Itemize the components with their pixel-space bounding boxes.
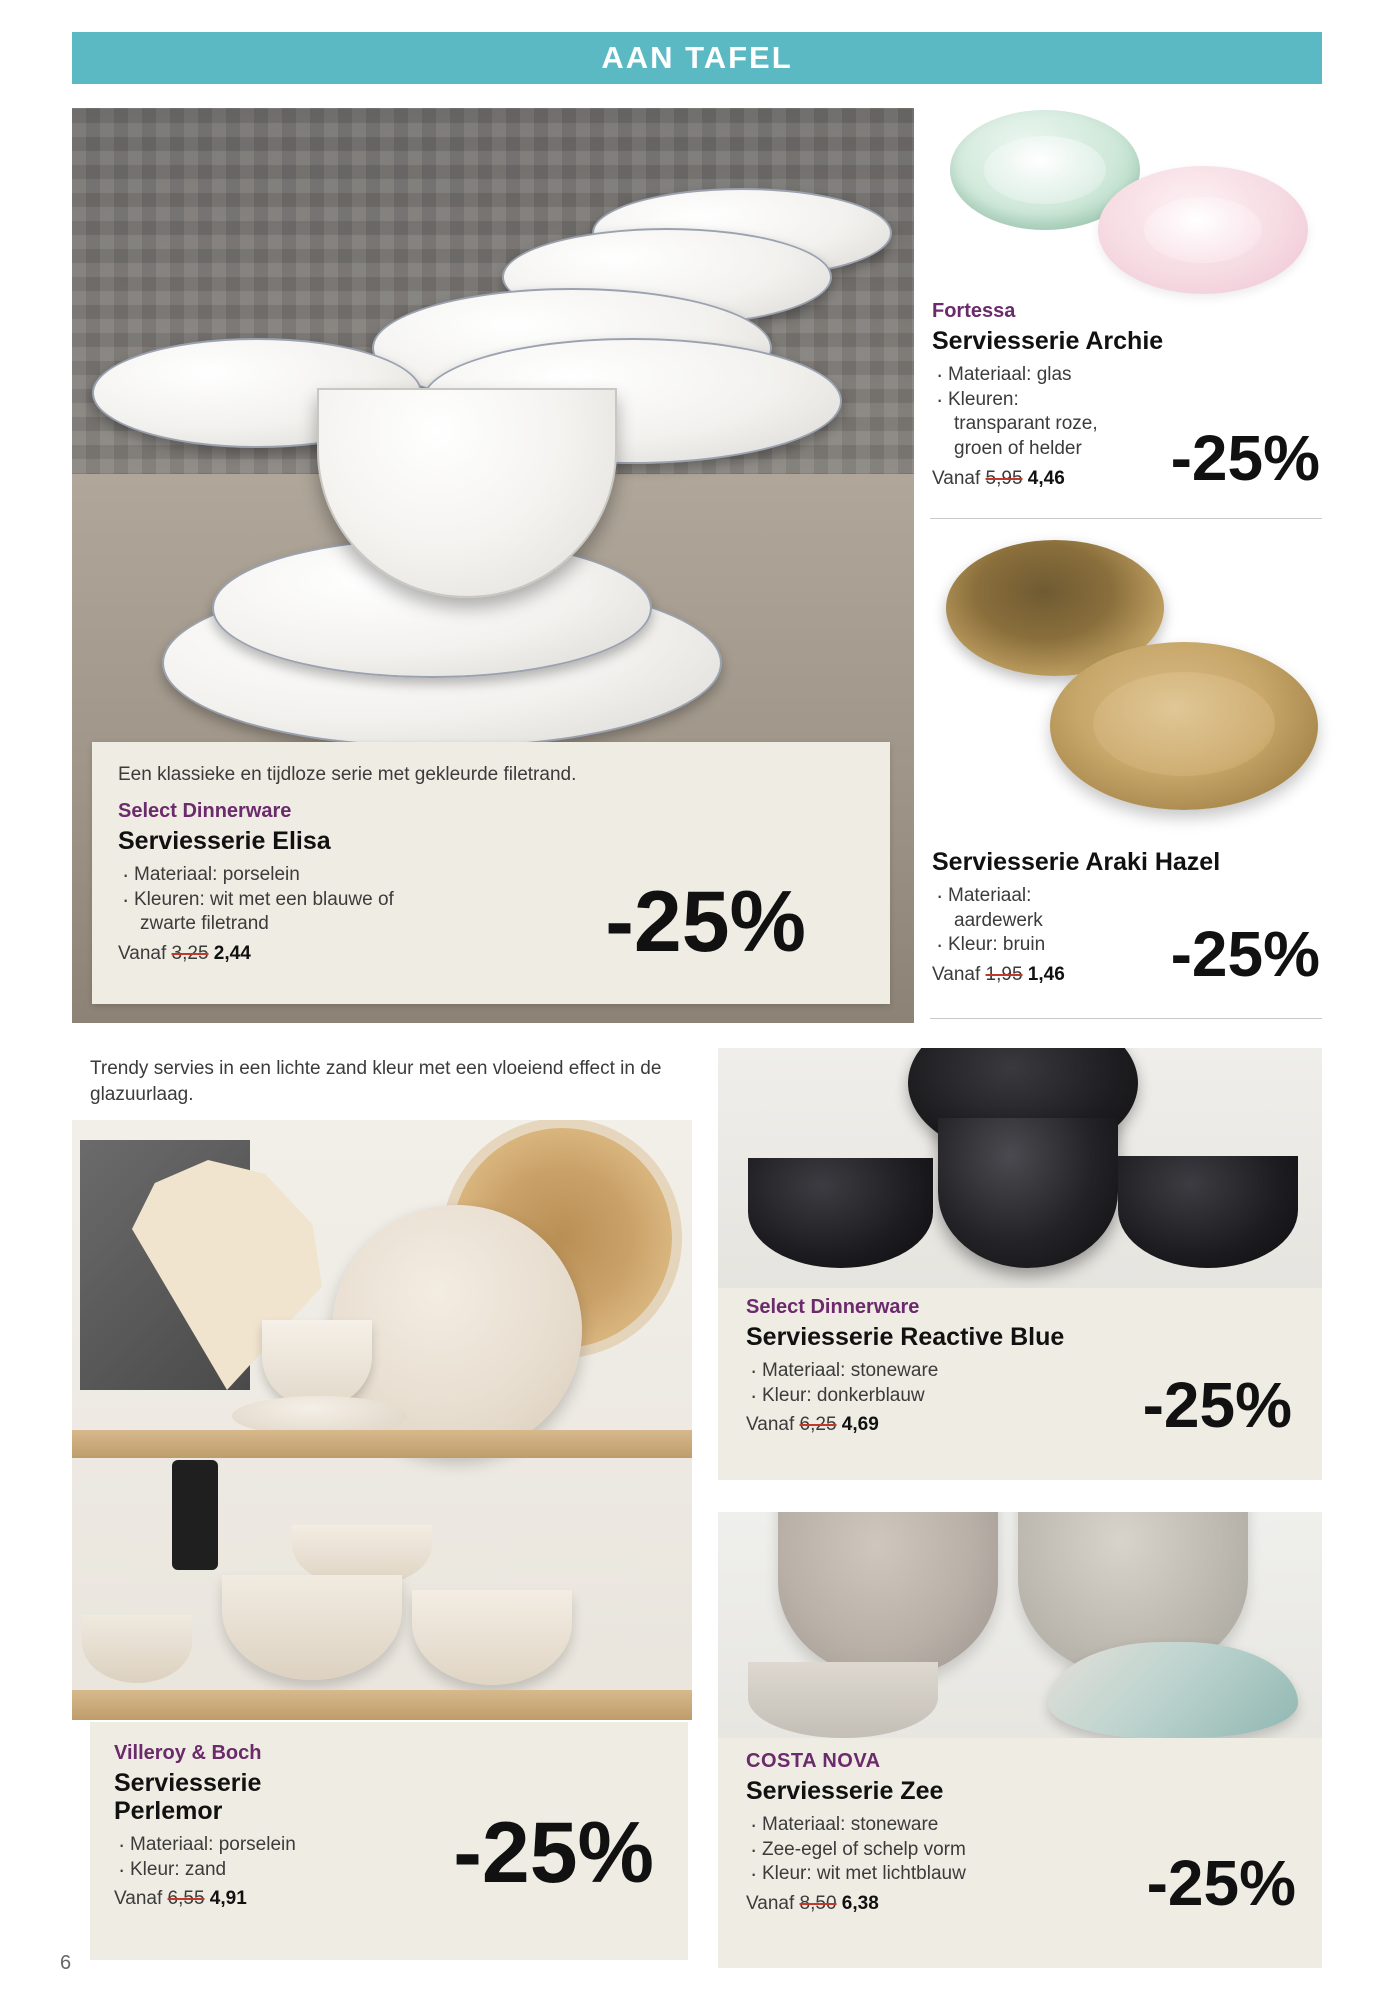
archie-spec-material: · Materiaal: glas (932, 363, 1137, 388)
page-header-banner (72, 32, 1322, 84)
perlemor-price-prefix: Vanaf (114, 1888, 163, 1910)
archie-spec-colors-cont2: groen of helder (954, 438, 1082, 460)
araki-info-block (930, 848, 1322, 991)
archie-spec-list (932, 363, 1137, 462)
zee-bowl-front (748, 1662, 938, 1738)
perlemor-spec-list (114, 1833, 384, 1882)
shelf-bracket (172, 1460, 218, 1570)
zee-spec-color: · Kleur: wit met lichtblauw (746, 1862, 1076, 1887)
perlemor-spec-material: · Materiaal: porselein (114, 1833, 384, 1858)
elisa-info-card (92, 742, 890, 1004)
wood-shelf-lower (72, 1690, 692, 1720)
araki-price-line (932, 964, 1122, 986)
zee-spec-shape: · Zee-egel of schelp vorm (746, 1838, 1076, 1863)
reactive-blue-product-photo (718, 1048, 1322, 1288)
archie-product-photo (930, 104, 1322, 299)
elisa-series-name: Serviesserie Elisa (118, 827, 331, 855)
araki-spec-list (932, 884, 1122, 958)
elisa-spec-list (118, 863, 394, 937)
zee-price-new: 6,38 (841, 1893, 879, 1915)
perlemor-bowl-left (222, 1575, 402, 1680)
reactive-blue-spec-color: · Kleur: donkerblauw (746, 1384, 1046, 1409)
elisa-price-line (118, 943, 394, 965)
reactive-blue-bowl-right (1118, 1156, 1298, 1268)
reactive-blue-bowl-left (748, 1158, 933, 1268)
divider-archie-araki (930, 518, 1322, 519)
reactive-blue-bowl-center (938, 1118, 1118, 1268)
araki-spec-color: · Kleur: bruin (932, 933, 1122, 958)
reactive-blue-brand: Select Dinnerware (746, 1296, 920, 1318)
reactive-blue-price-prefix: Vanaf (746, 1414, 795, 1436)
archie-price-prefix: Vanaf (932, 467, 981, 489)
archie-spec-colors: · Kleuren: (932, 388, 1137, 413)
perlemor-price-old: 6,55 (167, 1888, 205, 1910)
araki-price-prefix: Vanaf (932, 964, 981, 986)
perlemor-spec-color: · Kleur: zand (114, 1858, 384, 1883)
reactive-blue-spec-material: · Materiaal: stoneware (746, 1359, 1046, 1384)
araki-price-old: 1,95 (985, 964, 1023, 986)
reactive-blue-spec-list (746, 1359, 1046, 1408)
zee-price-line (746, 1893, 1076, 1915)
archie-price-new: 4,46 (1027, 467, 1065, 489)
araki-spec-material-cont: aardewerk (954, 909, 1043, 931)
zee-spec-material: · Materiaal: stoneware (746, 1813, 1076, 1838)
zee-brand: COSTA NOVA (746, 1750, 881, 1772)
divider-araki-bottom (930, 1018, 1322, 1019)
perlemor-price-new: 4,91 (209, 1888, 247, 1910)
archie-brand: Fortessa (932, 300, 1016, 322)
page-number: 6 (60, 1952, 72, 1974)
archie-discount-badge: -25% (1170, 422, 1320, 495)
zee-bowl-left (778, 1512, 998, 1678)
page-title: AAN TAFEL (601, 40, 793, 75)
wood-shelf-upper (72, 1430, 692, 1458)
archie-price-old: 5,95 (985, 467, 1023, 489)
zee-price-old: 8,50 (799, 1893, 837, 1915)
araki-product-photo (930, 540, 1322, 830)
perlemor-brand: Villeroy & Boch (114, 1742, 262, 1764)
araki-discount-badge: -25% (1170, 918, 1320, 991)
elisa-spec-colors-cont: zwarte filetrand (140, 913, 269, 935)
elisa-spec-colors: · Kleuren: wit met een blauwe of (118, 888, 394, 913)
reactive-blue-price-line (746, 1414, 1046, 1436)
reactive-blue-price-old: 6,25 (799, 1414, 837, 1436)
zee-card (718, 1512, 1322, 1968)
reactive-blue-price-new: 4,69 (841, 1414, 879, 1436)
perlemor-series-name-line2: Perlemor (114, 1797, 223, 1825)
perlemor-intro-text: Trendy servies in een lichte zand kleur met een vloeiend effect in de glazuurlaag. (90, 1058, 662, 1105)
araki-spec-material: · Materiaal: (932, 884, 1122, 909)
zee-shell-dish (1048, 1642, 1298, 1738)
perlemor-cup (262, 1320, 372, 1406)
archie-price-line (932, 468, 1137, 490)
zee-discount-badge: -25% (1146, 1847, 1296, 1920)
elisa-spec-material: · Materiaal: porselein (118, 863, 394, 888)
elisa-price-prefix: Vanaf (118, 943, 167, 965)
reactive-blue-card (718, 1048, 1322, 1480)
archie-series-name: Serviesserie Archie (932, 327, 1164, 355)
perlemor-price-line (114, 1888, 384, 1910)
elisa-price-new: 2,44 (213, 943, 251, 965)
elisa-product-photo (72, 108, 914, 1023)
araki-brown-plate (1050, 642, 1318, 810)
reactive-blue-info-block (746, 1296, 1306, 1441)
reactive-blue-series-name: Serviesserie Reactive Blue (746, 1323, 1065, 1351)
perlemor-product-photo (72, 1120, 692, 1720)
elisa-discount-badge: -25% (605, 873, 806, 970)
archie-spec-colors-cont1: transparant roze, (954, 413, 1098, 435)
zee-product-photo (718, 1512, 1322, 1738)
zee-series-name: Serviesserie Zee (746, 1777, 944, 1805)
elisa-intro-text: Een klassieke en tijdloze serie met gekleurde filetrand. (118, 764, 577, 785)
perlemor-discount-badge: -25% (453, 1804, 654, 1901)
perlemor-info-card (90, 1722, 688, 1960)
elisa-price-old: 3,25 (171, 943, 209, 965)
zee-price-prefix: Vanaf (746, 1893, 795, 1915)
araki-series-name: Serviesserie Araki Hazel (932, 848, 1221, 876)
archie-info-block (930, 300, 1322, 495)
archie-pink-plate (1098, 166, 1308, 294)
perlemor-bowl-small (82, 1615, 192, 1683)
perlemor-bowl-right (412, 1590, 572, 1685)
elisa-brand: Select Dinnerware (118, 800, 292, 822)
zee-info-block (746, 1750, 1306, 1920)
zee-spec-list (746, 1813, 1076, 1887)
araki-price-new: 1,46 (1027, 964, 1065, 986)
perlemor-series-name-line1: Serviesserie (114, 1769, 262, 1797)
reactive-blue-discount-badge: -25% (1142, 1368, 1292, 1441)
